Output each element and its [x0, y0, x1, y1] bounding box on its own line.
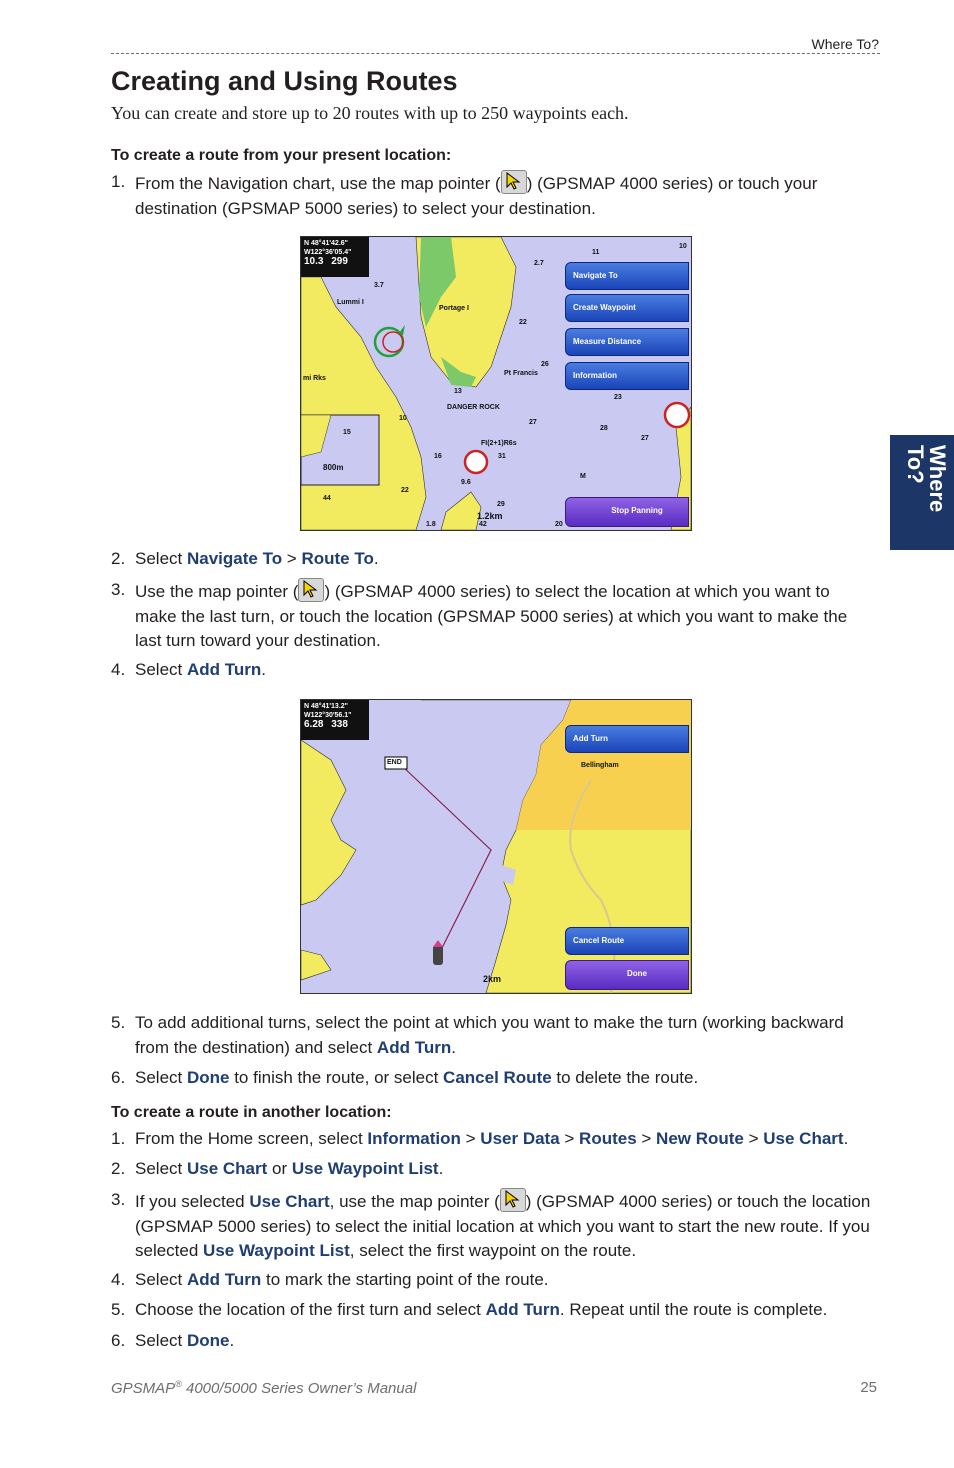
use-chart-link: Use Chart — [186, 1159, 268, 1178]
map-label: 29 — [497, 501, 505, 508]
map-label: Pt Francis — [504, 370, 538, 377]
section1-heading: To create a route from your present location: — [111, 147, 452, 164]
map-label: 10 — [399, 415, 407, 422]
use-waypoint-list-link: Use Waypoint List — [291, 1159, 439, 1178]
page-title: Creating and Using Routes — [111, 66, 458, 96]
map-label: 1.8 — [426, 521, 436, 528]
section-tab[interactable] — [890, 435, 954, 550]
new-route-link: New Route — [656, 1129, 744, 1148]
map-label: Lummi I — [337, 299, 364, 306]
inset-scale: 800m — [323, 463, 344, 472]
measure-distance-button[interactable]: Measure Distance — [565, 328, 689, 356]
map-label: Portage I — [439, 305, 469, 312]
user-data-link: User Data — [480, 1129, 560, 1148]
add-turn-link: Add Turn — [485, 1300, 560, 1319]
section1-step-6: 6. Select Done to finish the route, or select Cancel Route to delete the route. — [111, 1068, 699, 1087]
use-chart-link: Use Chart — [763, 1129, 844, 1148]
map-label: 22 — [401, 487, 409, 494]
map-pointer-icon — [500, 1188, 526, 1212]
intro-text: You can create and store up to 20 routes with up to 250 waypoints each. — [111, 103, 629, 123]
navigate-to-button[interactable]: Navigate To — [565, 262, 689, 290]
chart-screenshot-1 — [300, 236, 692, 531]
routes-link: Routes — [579, 1129, 637, 1148]
section1-step-5: 5. To add additional turns, select the point at which you want to make the turn (working backward from the destination) and select Add Turn. — [111, 1013, 844, 1057]
map-label: 20 — [555, 521, 563, 528]
footer-manual-title: GPSMAP® 4000/5000 Series Owner’s Manual — [111, 1379, 417, 1397]
map-label: 27 — [641, 435, 649, 442]
section2-step-5: 5. Choose the location of the first turn and select Add Turn. Repeat until the route is complete. — [111, 1300, 828, 1319]
done-link: Done — [186, 1331, 230, 1350]
information-link: Information — [367, 1129, 461, 1148]
map-scale: 1.2km — [477, 511, 503, 521]
position-readout-2: N 48°41'13.2" W122°30'56.1" 6.28 338 — [301, 700, 369, 740]
section1-step-2: 2. Select Navigate To > Route To. — [111, 549, 379, 568]
map-label: 13 — [454, 388, 462, 395]
map-label: 9.6 — [461, 479, 471, 486]
route-to-link: Route To — [301, 549, 374, 568]
header-rule — [111, 53, 880, 54]
add-turn-link: Add Turn — [376, 1037, 452, 1057]
map-label: 31 — [498, 453, 506, 460]
page-number: 25 — [860, 1379, 877, 1396]
section2-step-4: 4. Select Add Turn to mark the starting point of the route. — [111, 1270, 549, 1289]
map-label: 27 — [529, 419, 537, 426]
map-label: mi Rks — [303, 375, 326, 382]
add-turn-button[interactable]: Add Turn — [565, 725, 689, 753]
map-label: 42 — [479, 521, 487, 528]
map-label: Bellingham — [581, 762, 619, 769]
map-label: 44 — [323, 495, 331, 502]
section2-step-6: 6. Select Done. — [111, 1331, 235, 1350]
map-label: DANGER ROCK — [447, 404, 500, 411]
add-turn-link: Add Turn — [186, 660, 262, 679]
section-tab-label: Where To? — [903, 445, 950, 513]
map-label: 16 — [434, 453, 442, 460]
section2-step-1: 1. From the Home screen, select Information > User Data > Routes > New Route > Use Chart. — [111, 1129, 849, 1148]
map-pointer-icon — [298, 578, 324, 602]
add-turn-link: Add Turn — [186, 1270, 262, 1289]
section1-step-4: 4. Select Add Turn. — [111, 660, 266, 679]
done-button[interactable]: Done — [565, 960, 689, 990]
map-label: 22 — [519, 319, 527, 326]
map-label: 23 — [614, 394, 622, 401]
information-button[interactable]: Information — [565, 362, 689, 390]
map-label: 15 — [343, 429, 351, 436]
map-label: 26 — [541, 361, 549, 368]
map-label: FI(2+1)R6s — [481, 440, 517, 447]
end-marker-label: END — [387, 759, 402, 766]
stop-panning-button[interactable]: Stop Panning — [565, 497, 689, 527]
navigate-to-link: Navigate To — [186, 549, 283, 568]
section2-step-3: 3. If you selected Use Chart, use the map pointer ( ) (GPSMAP 4000 series) or touch the location (GPSMAP 5000 series) to select the initial location at which you want to start the new route. If you selected Use Waypoint List, select the first waypoint on the route. — [111, 1190, 871, 1260]
map-label: M — [580, 473, 586, 480]
cancel-route-link: Cancel Route — [443, 1068, 552, 1087]
map-label: 3.7 — [374, 282, 384, 289]
done-link: Done — [186, 1068, 230, 1087]
map-label: 2.7 — [534, 260, 544, 267]
running-header: Where To? — [811, 36, 879, 52]
section1-step-1: 1. From the Navigation chart, use the map pointer ( ) (GPSMAP 4000 series) or touch your destination (GPSMAP 5000 series) to select your destination. — [111, 172, 818, 218]
section2-step-2: 2. Select Use Chart or Use Waypoint List. — [111, 1159, 444, 1178]
section2-heading: To create a route in another location: — [111, 1104, 392, 1121]
chart-screenshot-2 — [300, 699, 692, 994]
map-label: 11 — [592, 249, 600, 256]
use-waypoint-list-link: Use Waypoint List — [203, 1241, 350, 1260]
position-readout-1: N 48°41'42.6" W122°36'05.4" 10.3 299 — [301, 237, 369, 277]
cancel-route-button[interactable]: Cancel Route — [565, 927, 689, 955]
use-chart-link: Use Chart — [249, 1192, 330, 1211]
section1-step-3: 3. Use the map pointer ( ) (GPSMAP 4000 series) to select the location at which you want to make the last turn, or touch the location (GPSMAP 5000 series) at which you want to make the last turn toward your destination. — [111, 580, 848, 650]
map-label: 28 — [600, 425, 608, 432]
map-label: 10 — [679, 243, 687, 250]
map-scale: 2km — [483, 974, 502, 984]
map-pointer-icon — [501, 170, 527, 194]
create-waypoint-button[interactable]: Create Waypoint — [565, 294, 689, 322]
